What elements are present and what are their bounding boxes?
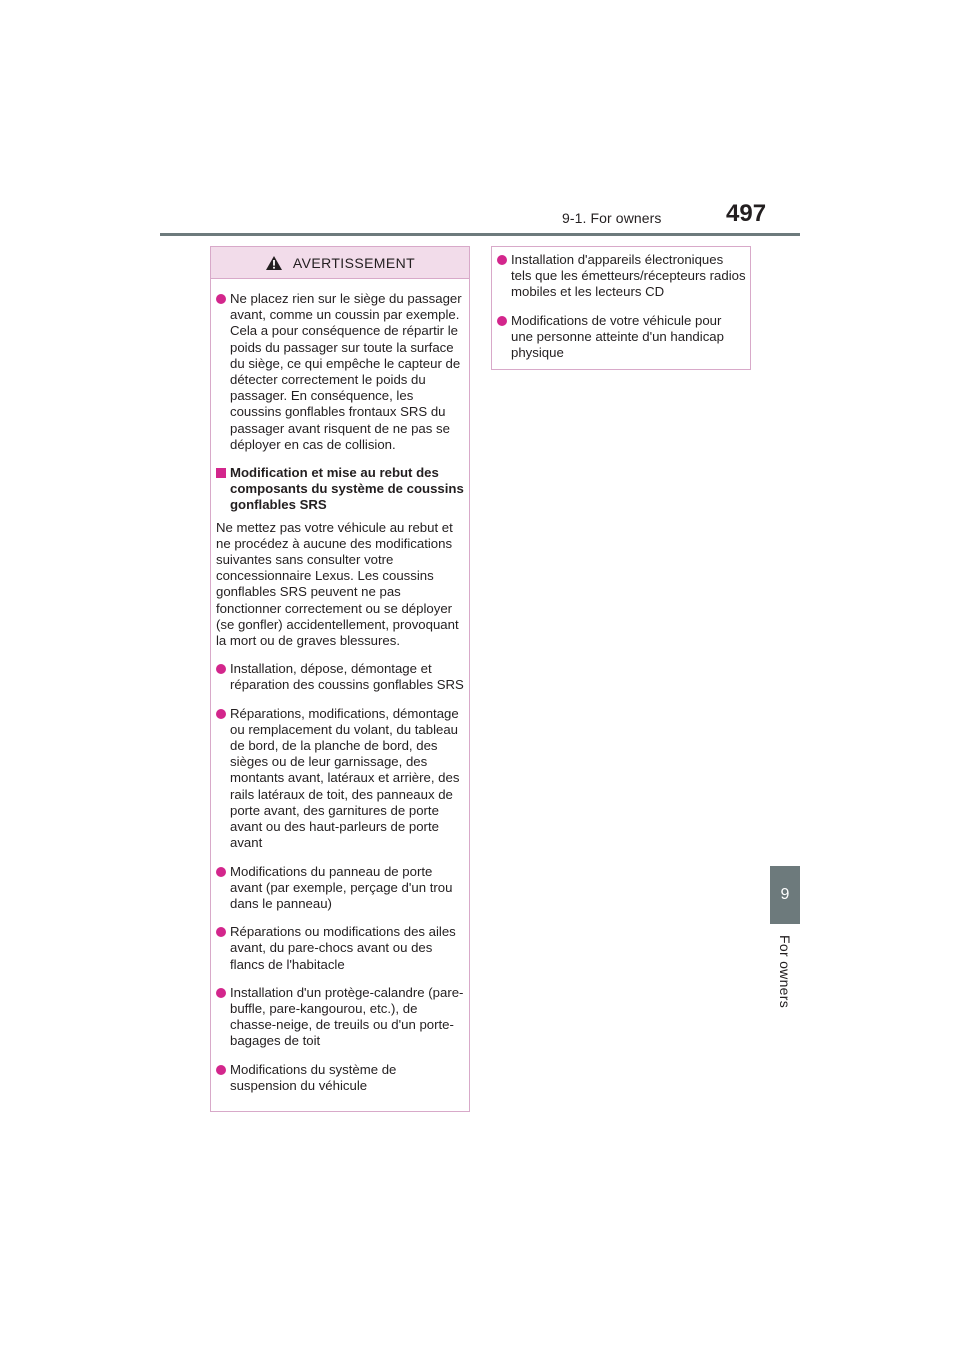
bullet-dot <box>216 927 226 937</box>
list-item-text: Installation d'appareils électroniques tels que les émetteurs/récepteurs radios mobiles et les lecteurs CD <box>511 252 746 300</box>
list-item-text: Installation, dépose, démontage et réparation des coussins gonflables SRS <box>230 661 464 693</box>
bullet-dot <box>497 255 507 265</box>
warning-paragraph: Ne mettez pas votre véhicule au rebut et ne procédez à aucune des modifications suivantes sans consulter votre concessionnaire Lexus. Les coussins gonflables SRS peuvent ne pas fonctionner correctement ou se déployer (se gonfler) accidentellement, provoquant la mort ou de graves blessures. <box>216 519 459 649</box>
warning-continued-content <box>492 247 750 361</box>
bullet-dot <box>216 294 226 304</box>
list-item <box>216 924 465 973</box>
list-item-text: Réparations, modifications, démontage ou remplacement du volant, du tableau de bord, de la planche de bord, des sièges ou de leur garnissage, des montants avant, latéraux et arrière, des rails latéraux de toit, des panneaux de porte avant, des garnitures de porte avant ou des haut-parleurs de porte avant <box>230 705 460 851</box>
warning-content <box>211 291 469 1094</box>
section-title: 9-1. For owners <box>562 210 662 226</box>
header-divider <box>160 233 800 236</box>
list-item <box>216 1062 465 1094</box>
page-number: 497 <box>726 200 767 227</box>
bullet-dot <box>216 709 226 719</box>
list-item-text: Réparations ou modifications des ailes avant, du pare-chocs avant ou des flancs de l'habitacle <box>230 924 456 972</box>
bullet-dot <box>216 867 226 877</box>
list-item <box>216 864 465 913</box>
subheading-text: Modification et mise au rebut des composants du système de coussins gonflables SRS <box>230 465 464 513</box>
list-item <box>497 252 746 301</box>
list-item-text: Modifications du système de suspension du véhicule <box>230 1061 397 1093</box>
warning-triangle-icon <box>265 255 283 271</box>
bullet-dot <box>216 988 226 998</box>
list-item-text: Ne placez rien sur le siège du passager avant, comme un coussin par exemple. Cela a pour conséquence de répartir le poids du passager sur toute la surface du siège, ce qui empêche le capteur de détecter correctement le poids du passager. En conséquence, les coussins gonflables frontaux SRS du passager avant risquent de ne pas se déployer en cas de collision. <box>230 291 462 452</box>
bullet-dot <box>497 316 507 326</box>
chapter-tab <box>770 866 800 924</box>
subheading-marker <box>216 468 226 478</box>
warning-continued-box <box>491 246 751 370</box>
list-item <box>216 985 465 1050</box>
list-item-text: Modifications de votre véhicule pour une personne atteinte d'un handicap physique <box>511 312 724 361</box>
warning-title: AVERTISSEMENT <box>292 254 416 271</box>
warning-header <box>211 247 469 279</box>
bullet-dot <box>216 1065 226 1075</box>
bullet-dot <box>216 664 226 674</box>
list-item <box>216 661 465 693</box>
list-item <box>216 706 465 852</box>
list-item <box>216 291 465 453</box>
list-item-text: Modifications du panneau de porte avant (par exemple, perçage d'un trou dans le panneau) <box>230 863 453 911</box>
chapter-label: For owners <box>777 935 793 1009</box>
subheading <box>216 465 465 514</box>
list-item-text: Installation d'un protège-calandre (pare-buffle, pare-kangourou, etc.), de chasse-neige, de treuils ou d'un porte-bagages de toit <box>230 984 464 1049</box>
list-item <box>497 313 746 362</box>
chapter-number: 9 <box>780 886 790 903</box>
warning-box <box>210 246 470 1112</box>
